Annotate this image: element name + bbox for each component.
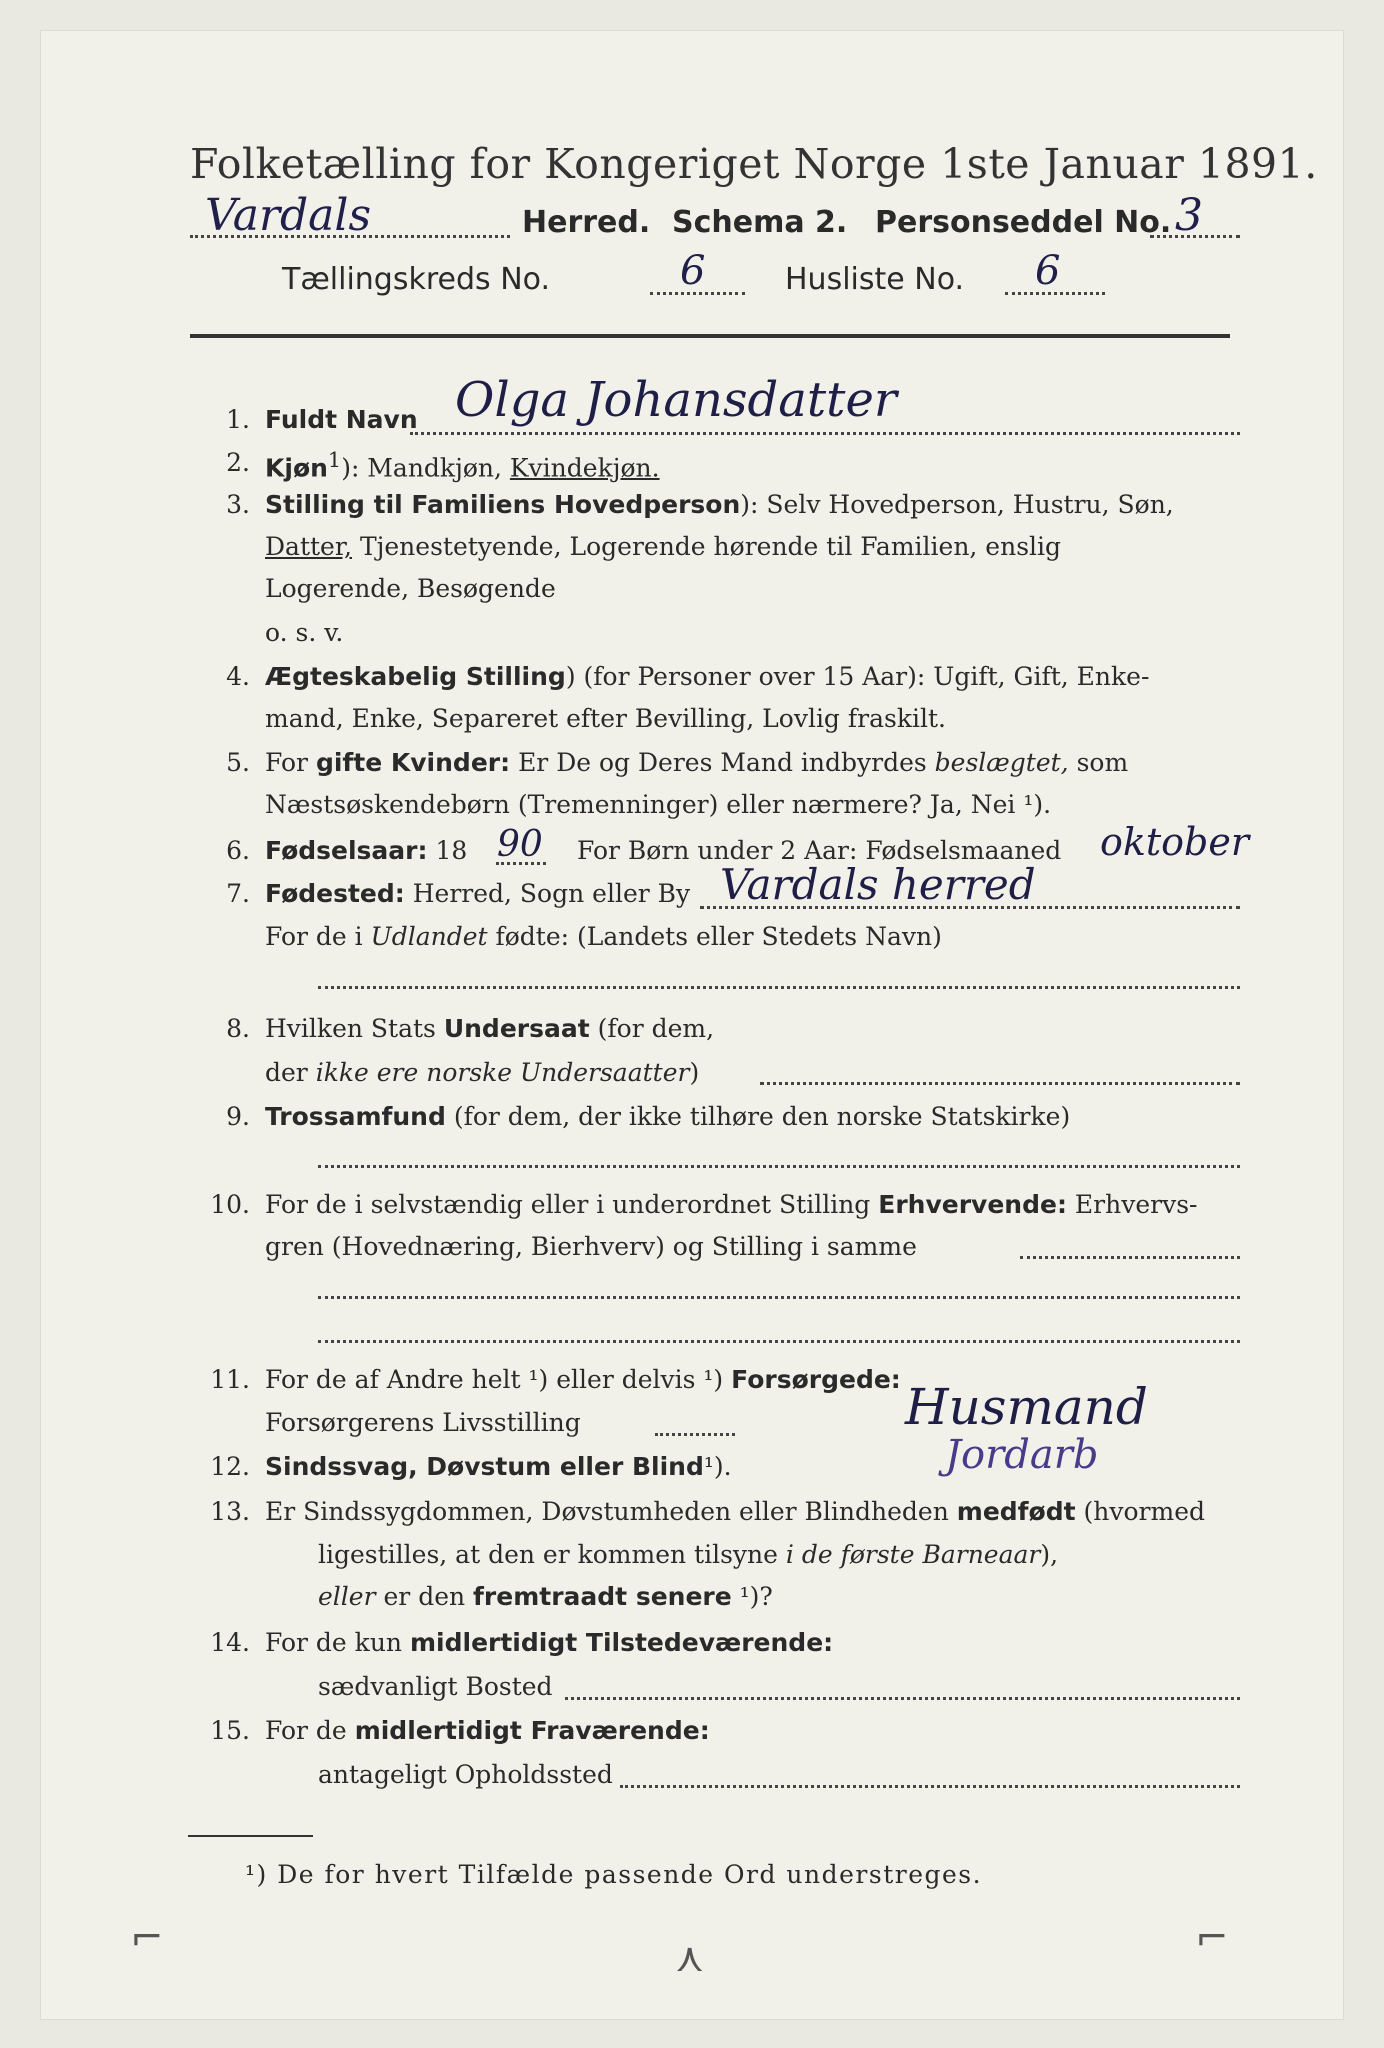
corner-mark-right: ⌐: [1195, 1915, 1229, 1961]
q6-month: oktober: [1100, 820, 1250, 864]
q10-text1b: Erhvervs-: [1074, 1190, 1198, 1219]
husliste-label: Husliste No.: [785, 262, 965, 297]
corner-mark-left: ⌐: [130, 1915, 164, 1961]
footnote-rule: [188, 1835, 313, 1837]
q9-text: (for dem, der ikke tilhøre den norske Statskirke): [453, 1102, 1071, 1131]
q3-line1: [265, 490, 1174, 519]
q8-text1a: Hvilken Stats: [265, 1014, 436, 1043]
herred-name: Vardals: [205, 190, 372, 241]
q8-text1b: (for dem,: [597, 1014, 715, 1043]
q8-text2i: ikke ere norske Undersaatter: [315, 1058, 690, 1087]
q14-line: [565, 1697, 1240, 1700]
q3-line2: [265, 532, 1061, 561]
q2-sup: 1: [327, 448, 342, 472]
q15-text2: antageligt Opholdssted: [318, 1760, 613, 1789]
q8-line2: [265, 1058, 699, 1087]
q8-line: [760, 1082, 1240, 1085]
q3-text2: Tjenestetyende, Logerende hørende til Familien, enslig: [359, 532, 1062, 561]
q1-line: [410, 432, 1240, 435]
q1-answer: Olga Johansdatter: [455, 372, 897, 428]
q5-text1a: For: [265, 748, 308, 777]
q8-label: Undersaat: [443, 1014, 590, 1043]
q6-text: For Børn under 2 Aar: Fødselsmaaned: [577, 836, 1062, 865]
q7-line1: [265, 879, 690, 908]
q7-text2b: fødte: (Landets eller Stedets Navn): [495, 922, 942, 951]
q7-blank-line: [318, 986, 1240, 989]
herred-label: Herred.: [522, 205, 651, 240]
q13-line1: [265, 1497, 1205, 1526]
q11-line1: [265, 1365, 901, 1394]
q5-text1c: som: [1076, 748, 1129, 777]
center-mark: ⋏: [675, 1935, 705, 1981]
q10-line1: [265, 1190, 1197, 1219]
q7-text1: Herred, Sogn eller By: [412, 879, 691, 908]
q7-line: [700, 906, 1240, 909]
q4-line1: [265, 662, 1149, 691]
q10-label: Erhvervende:: [878, 1190, 1067, 1219]
q12-annotation: Jordarb: [945, 1432, 1099, 1478]
q12-number: 12.: [210, 1452, 250, 1481]
q6-year-line: [496, 862, 546, 865]
form-title: Folketælling for Kongeriget Norge 1ste Januar 1891.: [190, 140, 1318, 188]
q3-text3: Logerende, Besøgende: [265, 574, 556, 603]
husliste-number: 6: [1035, 248, 1061, 294]
q13-line2: [318, 1540, 1058, 1569]
header-rule: [190, 334, 1230, 338]
q14-line1: [265, 1628, 833, 1657]
q2-label: Kjøn: [265, 453, 328, 483]
q15-number: 15.: [210, 1716, 250, 1745]
q2-kvindekjon: Kvindekjøn.: [509, 453, 660, 483]
q13-text1a: Er Sindssygdommen, Døvstumheden eller Blindheden: [265, 1497, 949, 1526]
q11-text2: Forsørgerens Livsstilling: [265, 1408, 581, 1437]
q13-text2b: ),: [1040, 1540, 1059, 1569]
q5-label: gifte Kvinder:: [315, 748, 511, 777]
q12-sup: ¹).: [703, 1452, 732, 1481]
q7-label: Fødested:: [265, 879, 405, 908]
q3-text1: ): Selv Hovedperson, Hustru, Søn,: [740, 490, 1174, 519]
q6-year-hand: 90: [497, 824, 543, 865]
q10-text1a: For de i selvstændig eller i underordnet Stilling: [265, 1190, 871, 1219]
q13-number: 13.: [210, 1497, 250, 1526]
schema-label: Schema 2.: [672, 205, 848, 240]
q14-text2: sædvanligt Bosted: [318, 1672, 553, 1701]
q4-number: 4.: [226, 662, 250, 691]
q6-label: Fødselsaar:: [265, 836, 428, 865]
q12-line: [265, 1452, 732, 1481]
q2-number: 2.: [226, 448, 250, 477]
q5-beslaegtet: beslægtet,: [934, 748, 1069, 777]
personseddel-number: 3: [1175, 190, 1203, 241]
q6-year-prefix: 18: [435, 836, 468, 865]
q13-text3b: ¹)?: [739, 1582, 773, 1611]
q7-text2a: For de i: [265, 922, 363, 951]
kreds-number: 6: [680, 248, 706, 294]
q9-blank-line: [318, 1165, 1240, 1168]
q14-number: 14.: [210, 1628, 250, 1657]
q8-number: 8.: [226, 1014, 250, 1043]
q9-line1: [265, 1102, 1070, 1131]
q8-text2b: ): [689, 1058, 700, 1087]
q5-text2: Næstsøskendebørn (Tremenninger) eller nærmere? Ja, Nei ¹).: [265, 790, 1052, 819]
q6-number: 6.: [226, 836, 250, 865]
q11-line: [655, 1433, 735, 1436]
q12-label: Sindssvag, Døvstum eller Blind: [265, 1452, 704, 1481]
q11-number: 11.: [210, 1365, 250, 1394]
q3-text4: o. s. v.: [265, 618, 344, 647]
q2-line-text: [265, 448, 660, 482]
q7-udlandet: Udlandet: [370, 922, 488, 951]
q11-text1a: For de af Andre helt ¹) eller delvis ¹): [265, 1365, 724, 1394]
q11-answer: Husmand: [905, 1378, 1148, 1436]
q3-number: 3.: [226, 490, 250, 519]
q10-text2: gren (Hovednæring, Bierhverv) og Stilling i samme: [265, 1232, 917, 1261]
q3-datter: Datter,: [265, 532, 352, 561]
q13-text2i: i de første Barneaar: [785, 1540, 1041, 1569]
q15-line1: [265, 1716, 710, 1745]
q13-text3a: er den: [383, 1582, 466, 1611]
kreds-label: Tællingskreds No.: [282, 262, 550, 297]
q7-answer: Vardals herred: [720, 860, 1036, 909]
q11-label: Forsørgede:: [731, 1365, 901, 1394]
footnote: ¹) De for hvert Tilfælde passende Ord understreges.: [245, 1860, 983, 1889]
q1-label: Fuldt Navn: [265, 405, 418, 434]
q8-text2a: der: [265, 1058, 308, 1087]
q13-text3i: eller: [318, 1582, 376, 1611]
q13-line3: [318, 1582, 773, 1611]
q6-line: [265, 836, 467, 865]
q15-text1a: For de: [265, 1716, 347, 1745]
q4-label: Ægteskabelig Stilling: [265, 662, 566, 691]
q5-line1: [265, 748, 1128, 777]
q14-text1a: For de kun: [265, 1628, 403, 1657]
q1-number: 1.: [226, 405, 250, 434]
q10-line: [1020, 1256, 1240, 1259]
q10-blank-line1: [318, 1296, 1240, 1299]
q7-line2: [265, 922, 942, 951]
q10-blank-line2: [318, 1340, 1240, 1343]
q10-number: 10.: [210, 1190, 250, 1219]
q5-text1b: Er De og Deres Mand indbyrdes: [518, 748, 927, 777]
q5-number: 5.: [226, 748, 250, 777]
q4-text1: ) (for Personer over 15 Aar): Ugift, Gift, Enke-: [565, 662, 1150, 691]
q9-number: 9.: [226, 1102, 250, 1131]
q4-text2: mand, Enke, Separeret efter Bevilling, Lovlig fraskilt.: [265, 704, 946, 733]
q7-number: 7.: [226, 879, 250, 908]
q3-label: Stilling til Familiens Hovedperson: [265, 490, 741, 519]
q15-label: midlertidigt Fraværende:: [354, 1716, 710, 1745]
q15-line: [620, 1785, 1240, 1788]
q13-text1b: (hvormed: [1083, 1497, 1206, 1526]
q13-label: medfødt: [956, 1497, 1076, 1526]
personseddel-label: Personseddel No.: [875, 205, 1172, 240]
q8-line1: [265, 1014, 714, 1043]
q2-text: ): Mandkjøn,: [341, 453, 502, 483]
q13-label3: fremtraadt senere: [473, 1582, 732, 1611]
q9-label: Trossamfund: [265, 1102, 446, 1131]
q14-label: midlertidigt Tilstedeværende:: [409, 1628, 834, 1657]
q13-text2a: ligestilles, at den er kommen tilsyne: [318, 1540, 778, 1569]
